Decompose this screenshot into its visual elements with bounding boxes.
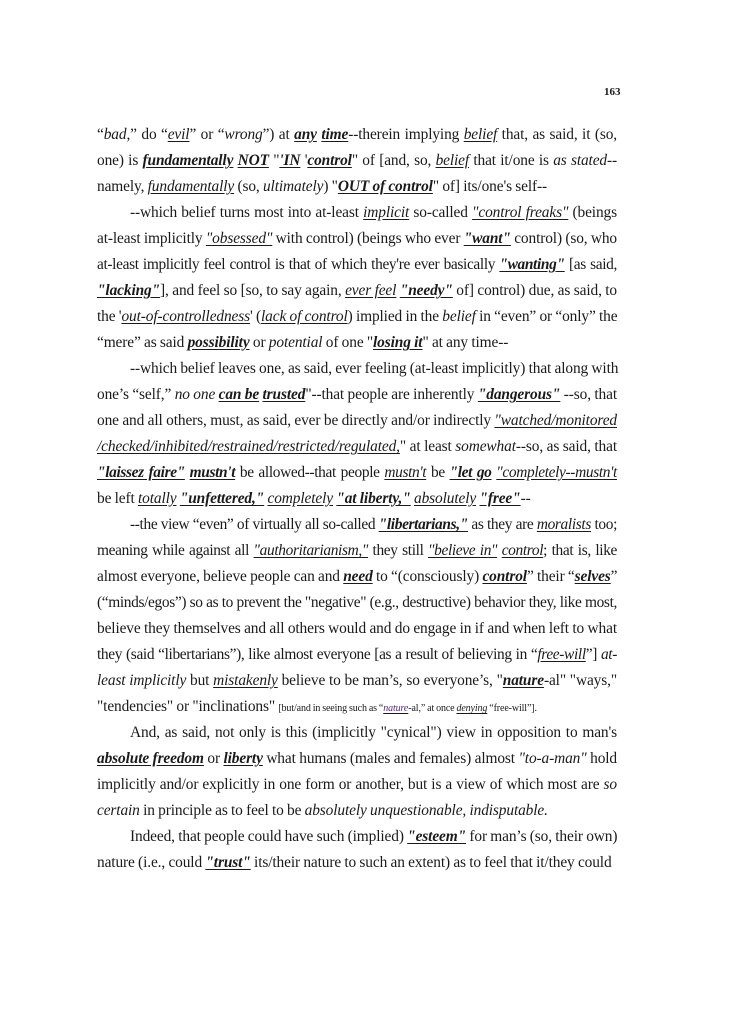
text-line bbox=[97, 304, 617, 330]
text-run: completely bbox=[267, 490, 333, 507]
text-run: or bbox=[203, 750, 224, 767]
text-line bbox=[97, 590, 617, 616]
text-run: out-of-controlledness bbox=[121, 308, 251, 325]
text-run: ” or “ bbox=[189, 126, 225, 143]
text-run: (so, bbox=[234, 178, 263, 195]
text-run: one) is bbox=[97, 152, 143, 169]
text-line bbox=[97, 382, 617, 408]
text-run: /checked/inhibited/restrained/restricted/regulated, bbox=[97, 438, 400, 455]
text-run: --therein implying bbox=[348, 126, 464, 143]
text-run: at- bbox=[600, 646, 617, 663]
text-run: --which belief leaves one, as said, ever feeling (at-least implicitly) that along with bbox=[130, 360, 619, 377]
text-run: belief bbox=[435, 152, 470, 169]
text-run: " bbox=[268, 152, 280, 169]
text-run: one’s “self,” bbox=[97, 386, 175, 403]
text-run: --so, that bbox=[560, 386, 617, 403]
text-line bbox=[97, 122, 617, 148]
text-run: possibility bbox=[187, 334, 250, 351]
text-run: that it/one is bbox=[469, 152, 554, 169]
text-run: -al" "ways," bbox=[543, 672, 617, 689]
text-run: "esteem" bbox=[407, 828, 467, 845]
text-run: -al,” at once bbox=[408, 703, 457, 714]
text-run: "at liberty," bbox=[336, 490, 411, 507]
text-run: selves bbox=[574, 568, 611, 585]
text-line bbox=[97, 824, 617, 850]
text-run: so bbox=[603, 776, 617, 793]
text-run: namely, bbox=[97, 178, 148, 195]
text-line bbox=[97, 460, 617, 486]
text-run: "dangerous" bbox=[477, 386, 561, 403]
text-run: nature bbox=[502, 672, 544, 689]
text-run: "believe in" bbox=[428, 542, 498, 559]
text-run: ' bbox=[300, 152, 308, 169]
text-run: mustn't bbox=[189, 464, 236, 481]
text-run: ) " bbox=[323, 178, 338, 195]
text-run: absolutely bbox=[414, 490, 477, 507]
text-run: "obsessed" bbox=[205, 230, 273, 247]
text-line bbox=[97, 668, 617, 694]
text-run: implicit bbox=[363, 204, 410, 221]
text-run: ”] bbox=[585, 646, 601, 663]
text-run: fundamentally bbox=[147, 178, 235, 195]
text-run: any bbox=[294, 126, 317, 143]
text-line bbox=[97, 200, 617, 226]
text-line bbox=[97, 720, 617, 746]
text-run: of] control) due, as said, to bbox=[452, 282, 618, 299]
text-run: they still bbox=[368, 542, 429, 559]
text-line bbox=[97, 772, 617, 798]
text-run: "control freaks" bbox=[472, 204, 569, 221]
text-run: --which belief turns most into at-least bbox=[130, 204, 364, 221]
text-run: in “even” or “only” the bbox=[475, 308, 618, 325]
text-run: that, as said, it (so, bbox=[497, 126, 618, 143]
text-run: believe they themselves and all others would and do engage in if and when left to what bbox=[97, 620, 617, 637]
text-run: bad bbox=[103, 126, 127, 143]
text-run: control bbox=[307, 152, 352, 169]
text-run: what humans (males and females) almost bbox=[262, 750, 519, 767]
text-run: moralists bbox=[536, 516, 591, 533]
text-run: be allowed--that people bbox=[235, 464, 385, 481]
text-run: -- bbox=[607, 152, 618, 169]
text-run: ], and feel so [so, to say again, bbox=[160, 282, 346, 299]
text-run: liberty bbox=[223, 750, 263, 767]
text-run: "laissez faire" bbox=[97, 464, 185, 481]
text-run: "trust" bbox=[205, 854, 251, 871]
text-run: potential bbox=[268, 334, 323, 351]
text-run: free-will bbox=[537, 646, 586, 663]
text-run: " at least bbox=[399, 438, 456, 455]
text-run: least implicitly bbox=[97, 672, 187, 689]
text-run: "--that people are inherently bbox=[305, 386, 478, 403]
text-run: control bbox=[501, 542, 544, 559]
text-run: ”) at bbox=[262, 126, 295, 143]
text-line bbox=[97, 174, 617, 200]
text-run: can be bbox=[218, 386, 260, 403]
text-run: they (said “libertarians”), like almost everyone [as a result of believing in “ bbox=[97, 646, 538, 663]
page-number: 163 bbox=[604, 86, 621, 98]
text-run: be bbox=[426, 464, 450, 481]
text-run: belief bbox=[463, 126, 498, 143]
text-run: need bbox=[343, 568, 373, 585]
text-run: mistakenly bbox=[213, 672, 278, 689]
text-run: “free-will”]. bbox=[487, 703, 537, 714]
text-line bbox=[97, 148, 617, 174]
text-run: absolutely unquestionable, indisputable. bbox=[304, 802, 548, 819]
text-run: at-least implicitly bbox=[97, 230, 206, 247]
text-run: too; bbox=[590, 516, 617, 533]
text-run: nature bbox=[383, 703, 409, 714]
text-run: " of [and, so, bbox=[351, 152, 436, 169]
text-run: (beings bbox=[568, 204, 617, 221]
text-run: somewhat bbox=[455, 438, 516, 455]
text-run: "completely--mustn't bbox=[496, 464, 617, 481]
text-run: And, as said, not only is this (implicitly "cynical") view in opposition to man's bbox=[130, 724, 617, 741]
text-line bbox=[97, 226, 617, 252]
text-line bbox=[97, 512, 617, 538]
text-run: " of] its/one's self-- bbox=[432, 178, 548, 195]
text-run: evil bbox=[167, 126, 190, 143]
text-run: "unfettered," bbox=[179, 490, 265, 507]
text-run: as stated bbox=[553, 152, 607, 169]
text-line bbox=[97, 798, 617, 824]
text-run: believe to be man’s, so everyone’s, " bbox=[277, 672, 503, 689]
text-run: ” their “ bbox=[526, 568, 575, 585]
text-run: (“minds/egos”) so as to prevent the "negative" (e.g., destructive) behavior they, like most, bbox=[97, 594, 617, 611]
text-line bbox=[97, 642, 617, 668]
text-run: OUT of control bbox=[337, 178, 433, 195]
text-run: time bbox=[321, 126, 349, 143]
text-run: absolute freedom bbox=[97, 750, 204, 767]
text-run: " at any time-- bbox=[422, 334, 509, 351]
text-run: totally bbox=[137, 490, 177, 507]
text-line bbox=[97, 746, 617, 772]
text-run: “mere” as said bbox=[97, 334, 188, 351]
text-run: lack of control bbox=[261, 308, 348, 325]
text-run: ) implied in the bbox=[347, 308, 443, 325]
text-run: ; that is, like bbox=[543, 542, 618, 559]
text-run: hold bbox=[586, 750, 617, 767]
text-run: trusted bbox=[262, 386, 306, 403]
text-run: "let go bbox=[449, 464, 492, 481]
text-line bbox=[97, 486, 617, 512]
text-line bbox=[97, 356, 617, 382]
text-run: NOT bbox=[237, 152, 269, 169]
text-run: [but/and in seeing such as “ bbox=[278, 703, 384, 714]
text-line bbox=[97, 278, 617, 304]
text-run: be left bbox=[97, 490, 138, 507]
text-run: control bbox=[482, 568, 527, 585]
text-run: denying bbox=[456, 703, 488, 714]
text-run: nature (i.e., could bbox=[97, 854, 206, 871]
text-line bbox=[97, 694, 617, 720]
text-run: --the view “even” of virtually all so-called bbox=[130, 516, 379, 533]
text-run: "needy" bbox=[399, 282, 453, 299]
text-run: "authoritarianism," bbox=[253, 542, 369, 559]
text-run: mustn't bbox=[384, 464, 427, 481]
text-line bbox=[97, 538, 617, 564]
text-run: so-called bbox=[409, 204, 473, 221]
text-run: ever feel bbox=[345, 282, 397, 299]
text-run: certain bbox=[97, 802, 140, 819]
text-line bbox=[97, 408, 617, 434]
text-run: [as said, bbox=[564, 256, 617, 273]
text-run: ” bbox=[610, 568, 618, 585]
text-line bbox=[97, 564, 617, 590]
text-run: "lacking" bbox=[97, 282, 161, 299]
text-run: its/their nature to such an extent) as to feel that it/they could bbox=[250, 854, 612, 871]
body-text bbox=[97, 122, 617, 876]
text-run: --so, as said, that bbox=[515, 438, 617, 455]
text-run: of one " bbox=[322, 334, 374, 351]
text-run: one and all others, must, as said, ever be directly and/or indirectly bbox=[97, 412, 495, 429]
text-run: almost everyone, believe people can and bbox=[97, 568, 344, 585]
text-run: "watched/monitored bbox=[494, 412, 617, 429]
text-run: wrong bbox=[224, 126, 263, 143]
text-run: losing it bbox=[373, 334, 423, 351]
text-run: “ bbox=[97, 126, 104, 143]
text-run: for man’s (so, their own) bbox=[466, 828, 618, 845]
text-line bbox=[97, 616, 617, 642]
text-run: no one bbox=[174, 386, 216, 403]
text-line bbox=[97, 850, 617, 876]
text-run: as they are bbox=[467, 516, 537, 533]
text-run: at-least implicitly feel control is that of which they're ever basically bbox=[97, 256, 500, 273]
text-line bbox=[97, 330, 617, 356]
text-run: 'IN bbox=[279, 152, 301, 169]
text-run: ultimately bbox=[262, 178, 324, 195]
text-run: "to-a-man" bbox=[518, 750, 587, 767]
text-run: ' ( bbox=[250, 308, 262, 325]
text-run: fundamentally bbox=[142, 152, 234, 169]
text-run: "want" bbox=[463, 230, 511, 247]
text-run: "wanting" bbox=[499, 256, 565, 273]
text-run: belief bbox=[442, 308, 476, 325]
text-line bbox=[97, 252, 617, 278]
text-run: but bbox=[186, 672, 214, 689]
text-run: control) (so, who bbox=[510, 230, 618, 247]
text-run: with control) (beings who ever bbox=[272, 230, 464, 247]
text-run: "libertarians," bbox=[378, 516, 468, 533]
text-run: implicitly and/or explicitly in one form or another, but is a view of which most are bbox=[97, 776, 604, 793]
text-run: in principle as to feel to be bbox=[139, 802, 305, 819]
text-run: ,” do “ bbox=[126, 126, 168, 143]
text-run: to “(consciously) bbox=[372, 568, 483, 585]
text-run: Indeed, that people could have such (implied) bbox=[130, 828, 408, 845]
text-run: the ' bbox=[97, 308, 122, 325]
text-run: -- bbox=[520, 490, 531, 507]
text-run: "tendencies" or "inclinations" bbox=[97, 698, 279, 715]
text-line bbox=[97, 434, 617, 460]
text-run: or bbox=[249, 334, 269, 351]
text-run: meaning while against all bbox=[97, 542, 254, 559]
text-run: "free" bbox=[479, 490, 521, 507]
